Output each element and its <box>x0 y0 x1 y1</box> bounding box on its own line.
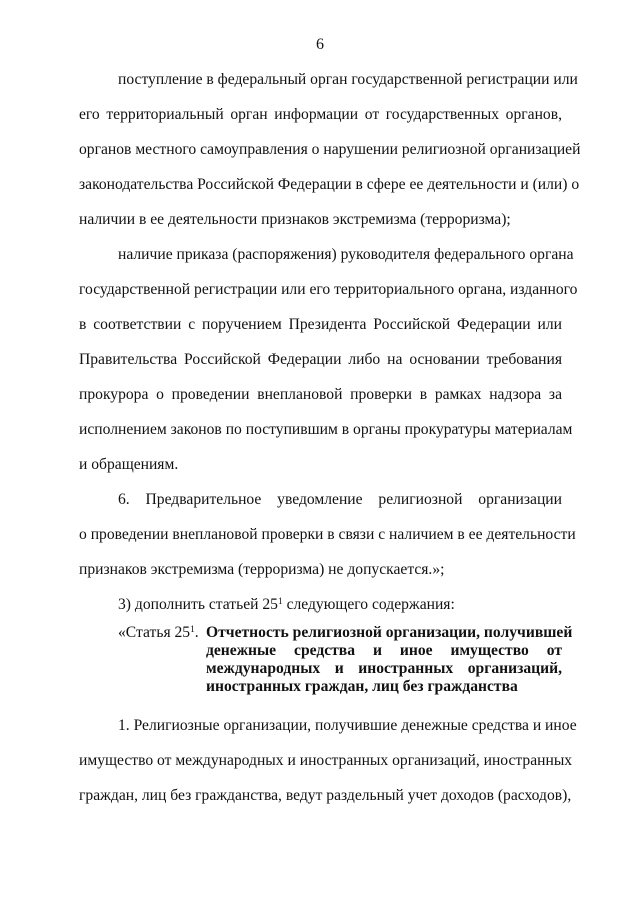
text-line: его территориальный орган информации от государственных органов, <box>79 106 562 123</box>
page-number: 6 <box>316 36 324 53</box>
text-line: наличие приказа (распоряжения) руководителя федерального органа <box>118 246 574 263</box>
text-segment: 3) дополнить статьей 25 <box>118 596 278 613</box>
text-line: наличии в ее деятельности признаков экстремизма (терроризма); <box>79 211 511 228</box>
text-line: 6. Предварительное уведомление религиозной организации <box>118 491 562 508</box>
text-line: и обращениям. <box>79 456 179 473</box>
text-line <box>118 596 562 614</box>
superscript: 1 <box>277 597 283 607</box>
text-line: поступление в федеральный орган государственной регистрации или <box>118 71 578 88</box>
article-dot: . <box>194 624 199 641</box>
article-superscript: 1 <box>190 625 195 635</box>
text-line: 1. Религиозные организации, получившие денежные средства и иное <box>118 717 577 734</box>
text-line: государственной регистрации или его территориального органа, изданного <box>79 281 578 298</box>
article-title-line: Отчетность религиозной организации, получившей <box>206 624 573 641</box>
text-line: о проведении внеплановой проверки в связи с наличием в ее деятельности <box>79 526 576 543</box>
text-line: граждан, лиц без гражданства, ведут раздельный учет доходов (расходов), <box>79 787 572 804</box>
text-line: признаков экстремизма (терроризма) не допускается.»; <box>79 561 445 578</box>
text-segment: следующего содержания: <box>282 596 455 613</box>
article-title <box>206 624 573 696</box>
article-label-text: «Статья 25 <box>118 624 191 641</box>
text-line: исполнением законов по поступившим в органы прокуратуры материалам <box>79 421 573 438</box>
text-line: органов местного самоуправления о нарушении религиозной организацией <box>79 141 581 158</box>
text-line: Правительства Российской Федерации либо на основании требования <box>79 351 562 368</box>
text-line: прокурора о проведении внеплановой проверки в рамках надзора за <box>79 386 562 403</box>
article-title-line: международных и иностранных организаций, <box>206 660 562 677</box>
article-title-line: денежные средства и иное имущество от <box>206 642 562 659</box>
text-line: законодательства Российской Федерации в сфере ее деятельности и (или) о <box>79 176 580 193</box>
text-line: в соответствии с поручением Президента Российской Федерации или <box>79 316 562 333</box>
text-line: имущество от международных и иностранных организаций, иностранных <box>79 752 573 769</box>
article-label <box>118 624 199 642</box>
article-title-line: иностранных граждан, лиц без гражданства <box>206 678 518 695</box>
